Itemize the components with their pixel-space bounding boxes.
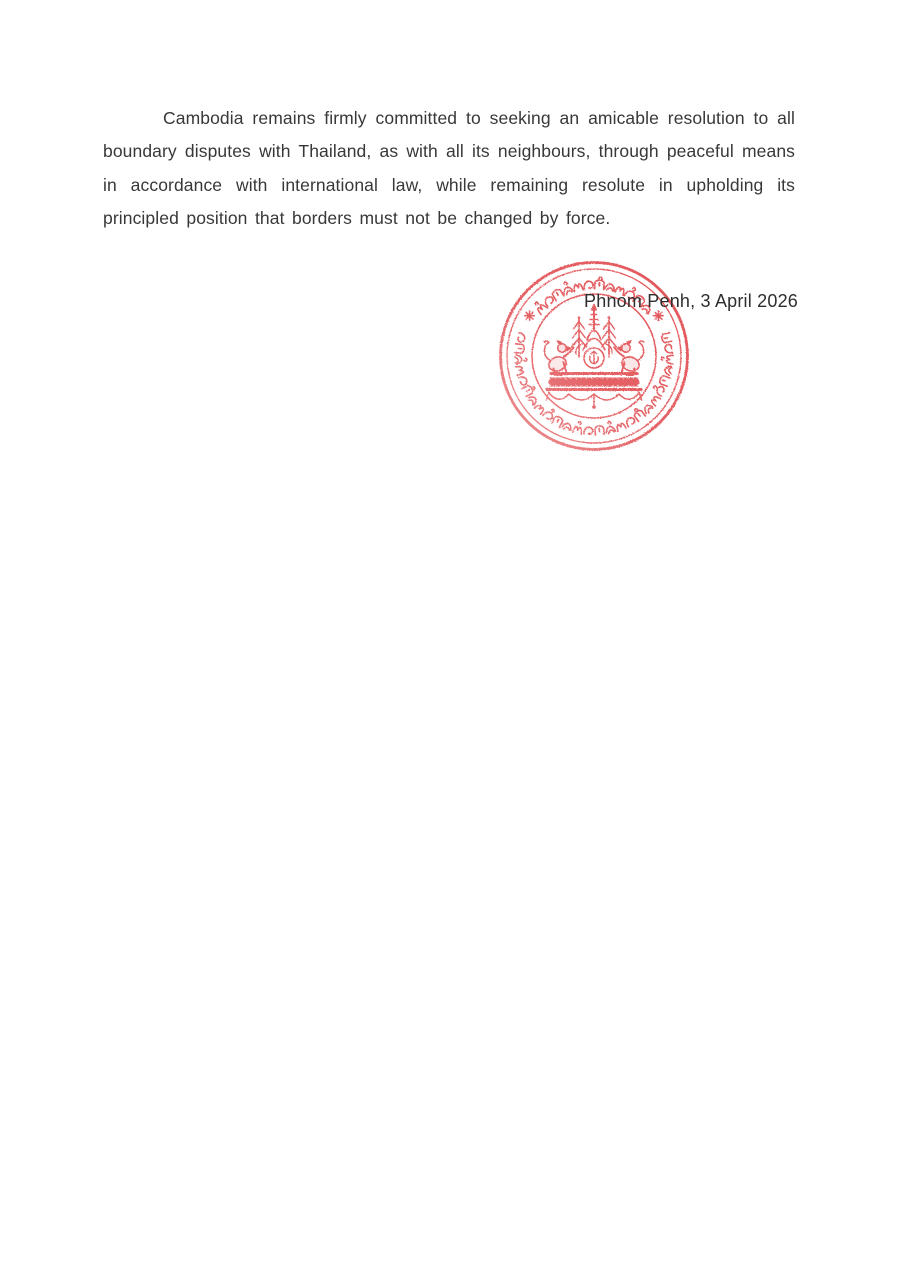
lion-supporter-left: [544, 341, 573, 375]
drapery: [547, 392, 642, 409]
body-paragraph: Cambodia remains firmly committed to seeking an amicable resolution to all boundary disputes with Thailand, as with all its neighbours, through peaceful means in accordance with international law, while remaining resolute in upholding its principled position that borders must not be changed by force.: [103, 108, 795, 229]
royal-umbrella-left: [572, 316, 587, 357]
royal-umbrella-right: [602, 316, 617, 357]
center-medallion: [584, 348, 604, 368]
dateline-text: Phnom Penh, 3 April 2026: [584, 291, 798, 311]
crown-arches: [576, 331, 612, 355]
ministry-seal-stamp: [496, 258, 692, 454]
lion-supporter-right: [615, 341, 644, 375]
royal-arms-emblem: [544, 304, 644, 409]
royal-arms-seal-graphic: [496, 258, 692, 454]
